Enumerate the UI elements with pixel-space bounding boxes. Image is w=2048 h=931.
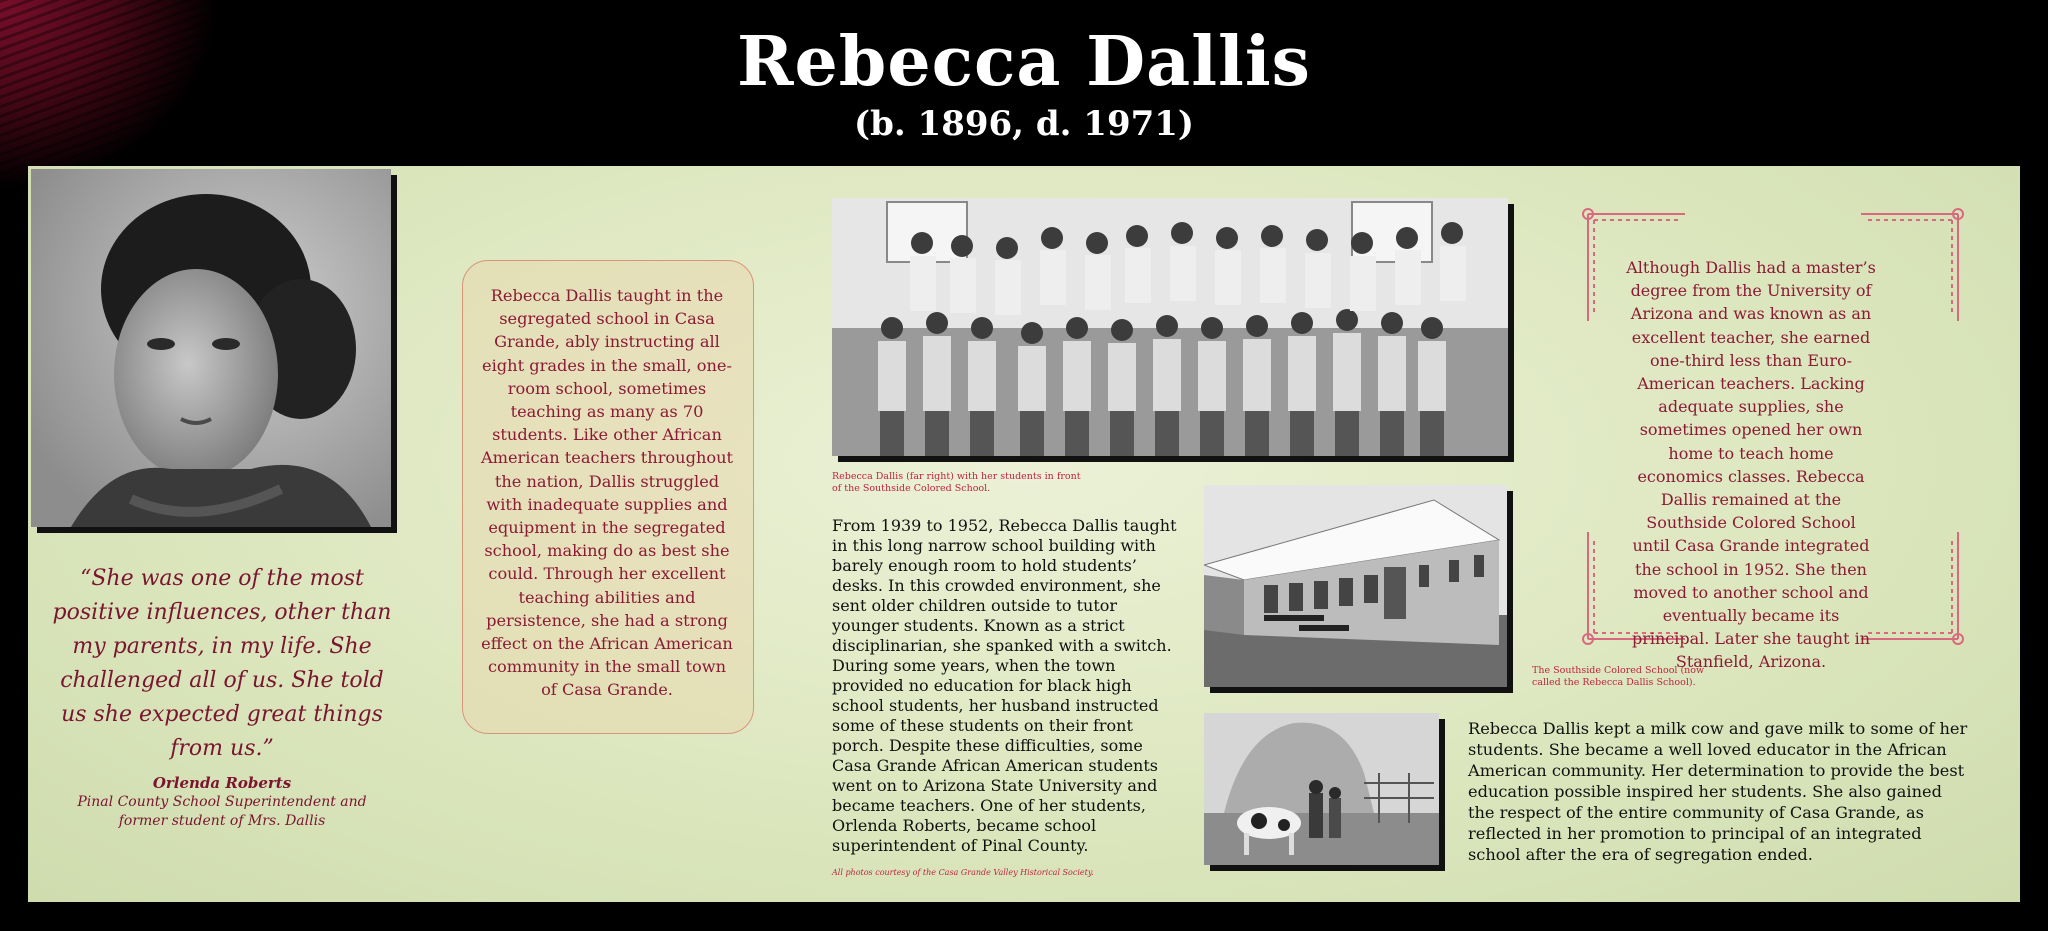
quote-author: Orlenda Roberts	[152, 774, 292, 792]
photo-credit: All photos courtesy of the Casa Grande Valley Historical Society.	[832, 868, 1094, 877]
milk-cow-image	[1204, 713, 1439, 865]
portrait-image	[31, 169, 391, 527]
page-title: Rebecca Dallis	[737, 22, 1311, 102]
class-photo-caption: Rebecca Dallis (far right) with her students in front of the Southside Colored School.	[832, 471, 1081, 494]
intro-text: Rebecca Dallis taught in the segregated school in Casa Grande, ably instructing all eight grades in the small, one-room school, sometimes teaching as many as 70 students. Like other African American teachers throughout the nation, Dallis struggled with inadequate supplies and equipment in the segregated school, making do as best she could. Through her excellent teaching abilities and persistence, she had a strong effect on the African American community in the small town of Casa Grande.	[480, 286, 734, 700]
class-photo	[832, 198, 1508, 456]
school-building-image	[1204, 485, 1507, 687]
school-photo-caption: The Southside Colored School (now called the Rebecca Dallis School).	[1532, 665, 1705, 688]
class-photo-image	[832, 198, 1508, 456]
quote-author-role: Pinal County School Superintendent and former student of Mrs. Dallis	[77, 794, 367, 829]
right-body-text: Although Dallis had a master’s degree from the University of Arizona and was known as an excellent teacher, she earned one-third less than Euro-American teachers. Lacking adequate supplies, she sometimes opened her own home to teach home economics classes. Rebecca Dallis remained at the Southside Colored School until Casa Grande integrated the school in 1952. She then moved to another school and eventually became its principal. Later she taught in Stanfield, Arizona.	[1626, 258, 1876, 672]
middle-body-text: From 1939 to 1952, Rebecca Dallis taught in this long narrow school building with barely enough room to hold students’ desks. In this crowded environment, she sent older children outside to tutor younger students. Known as a strict disciplinarian, she spanked with a switch. During some years, when the town provided no education for black high school students, her husband instructed some of these students on their front porch. Despite these difficulties, some Casa Grande African American students went on to Arizona State University and became teachers. One of her students, Orlenda Roberts, became school superintendent of Pinal County.	[832, 516, 1177, 855]
page-subtitle: (b. 1896, d. 1971)	[854, 104, 1194, 144]
school-building-photo	[1204, 485, 1507, 687]
milk-cow-photo	[1204, 713, 1439, 865]
bottom-body-text: Rebecca Dallis kept a milk cow and gave milk to some of her students. She became a well loved educator in the African American community. Her determination to provide the best education possible inspired her students. She also gained the respect of the entire community of Casa Grande, as reflected in her promotion to principal of an integrated school after the era of segregation ended.	[1468, 719, 1968, 864]
portrait-photo	[31, 169, 391, 527]
quote-text: “She was one of the most positive influences, other than my parents, in my life. She challenged all of us. She told us she expected great things from us.”	[52, 566, 392, 761]
